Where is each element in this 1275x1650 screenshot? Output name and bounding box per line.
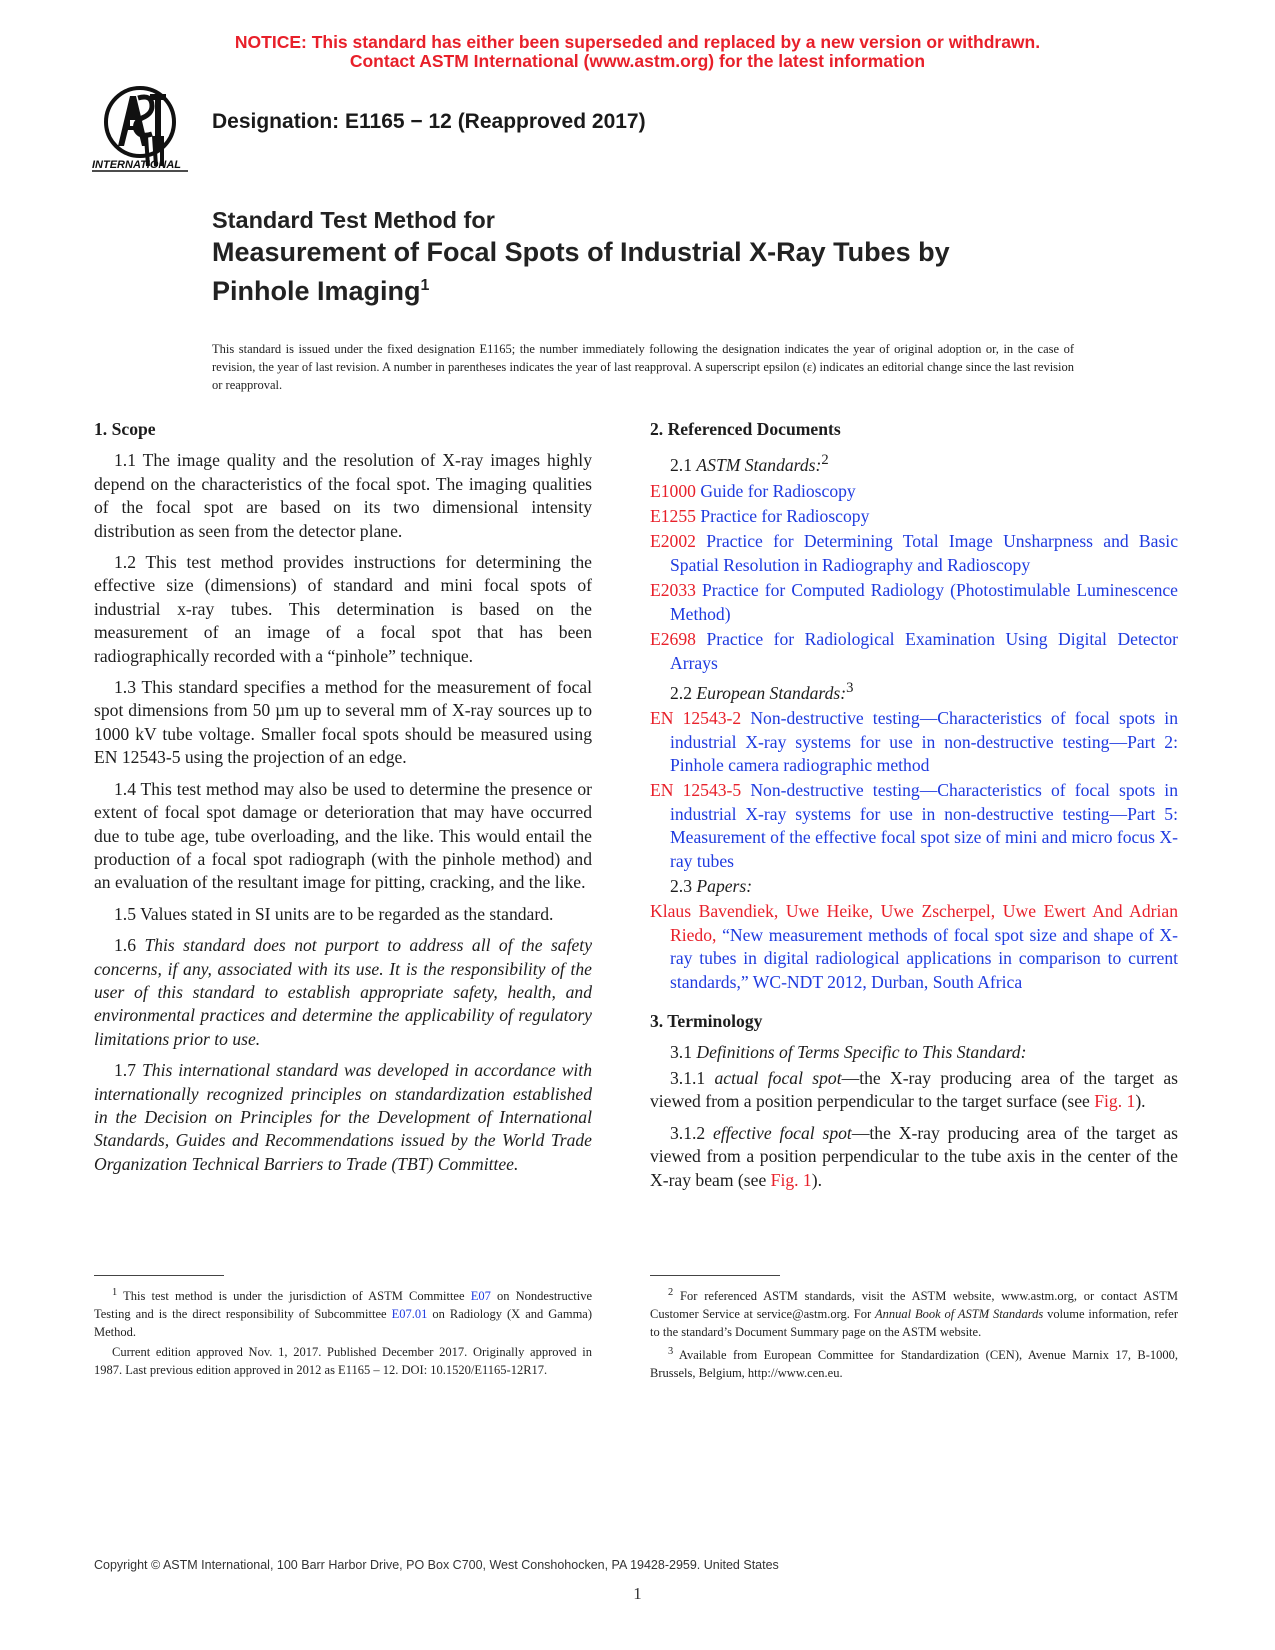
right-column	[650, 418, 1178, 1200]
designation: Designation: E1165 − 12 (Reapproved 2017)	[212, 110, 646, 133]
scope-1-3: 1.3 This standard specifies a method for the measurement of focal spot dimensions from 50 µm up to several mm of X-ray sources up to 1000 kV tube voltage. Smaller focal spots should be measured using EN 12543-5 using the projection of an edge.	[94, 677, 592, 768]
footnote-1-text-a: This test method is under the jurisdiction of ASTM Committee	[123, 1289, 465, 1304]
copyright: Copyright © ASTM International, 100 Barr Harbor Drive, PO Box C700, West Conshohocken, PA 19428-2959. United States	[94, 1558, 779, 1572]
footnote-1-mark: 1	[112, 1287, 118, 1298]
term-1-end: ).	[1135, 1091, 1146, 1112]
ref-en-12543-5[interactable]: EN 12543-5 Non-destructive testing—Characteristics of focal spots in industrial X-ray systems for use in non-destructive testing—Part 5: Measurement of the effective focal spot size of mini and micro focus X-ray tubes	[650, 780, 1178, 871]
term-1-name: actual focal spot	[714, 1067, 842, 1088]
definitions-label	[650, 1041, 1178, 1064]
withdrawal-notice-line1: NOTICE: This standard has either been superseded and replaced by a new version or withdrawn.	[234, 32, 1041, 52]
page-number: 1	[633, 1584, 642, 1603]
ref-paper[interactable]: Klaus Bavendiek, Uwe Heike, Uwe Zscherpel, Uwe Ewert And Adrian Riedo, “New measurement methods of focal spot size and shape of X-ray tubes in digital radiological applications in comparison to current standards,” WC-NDT 2012, Durban, South Africa	[650, 901, 1178, 992]
ref-e1000[interactable]: E1000 Guide for Radioscopy	[650, 480, 856, 501]
scope-1-6	[94, 934, 592, 1051]
term-2-name: effective focal spot	[713, 1122, 852, 1143]
terminology-heading: 3. Terminology	[650, 1011, 763, 1032]
scope-1-5: 1.5 Values stated in SI units are to be regarded as the standard.	[114, 903, 554, 924]
eu-label-text: European Standards:	[696, 682, 847, 703]
astm-footnote-mark: 2	[821, 452, 829, 469]
subcommittee-e0701-link[interactable]: E07.01	[391, 1307, 428, 1322]
footnotes-right	[650, 1284, 1178, 1384]
footnote-1-text-c: on Radiology (X and Gamma) Method.	[94, 1307, 593, 1340]
withdrawal-notice-line2: Contact ASTM International (www.astm.org) for the latest information	[349, 51, 926, 71]
scope-1-4: 1.4 This test method may also be used to determine the presence or extent of focal spot damage or deterioration that may have occurred due to tube age, tube overloading, and the like. This would entail the production of a focal spot radiograph (with the pinhole method) and an evaluation of the resultant image for pitting, cracking, and the like.	[94, 778, 592, 893]
footnote-2-text-b: volume information, refer to the standard’s Document Summary page on the ASTM website.	[650, 1307, 1178, 1340]
document-title	[212, 205, 1112, 308]
title-line1: Standard Test Method for	[212, 207, 495, 233]
term-2-end: ).	[811, 1169, 822, 1190]
footnote-1-edition: Current edition approved Nov. 1, 2017. Published December 2017. Originally approved in 1987. Last previous edition approved in 2012 as E1165 – 12. DOI: 10.1520/E1165-12R17.	[94, 1345, 592, 1378]
scope-1-6-number: 1.6	[114, 935, 136, 956]
footnote-3-text: Available from European Committee for Standardization (CEN), Avenue Marnix 17, B-1000, Brussels, Belgium, http://www.cen.eu.	[650, 1348, 1178, 1381]
scope-1-7-number: 1.7	[114, 1060, 136, 1081]
papers-label-text: Papers:	[696, 876, 753, 897]
papers-label	[650, 875, 1178, 898]
committee-e07-link[interactable]: E07	[470, 1289, 491, 1304]
definitions-number: 3.1	[670, 1042, 692, 1063]
term-2-text: —the X-ray producing area of the target as viewed from a position perpendicular to the tube axis in the center of the X-ray beam (see	[650, 1122, 1178, 1190]
scope-heading: 1. Scope	[94, 419, 156, 439]
astm-logo	[90, 80, 202, 180]
footnote-2-italic: Annual Book of ASTM Standards	[874, 1307, 1044, 1322]
papers-label-number: 2.3	[670, 876, 692, 897]
scope-1-1: 1.1 The image quality and the resolution of X-ray images highly depend on the characteristics of the focal spot. The imaging qualities of the focal spot are based on its two dimensional intensity distribution as seen from the detector plane.	[94, 450, 592, 541]
term-1-text: —the X-ray producing area of the target as viewed from a position perpendicular to the target surface (see	[650, 1067, 1178, 1112]
fig-1-link[interactable]: Fig. 1	[1094, 1091, 1136, 1112]
footnote-1-text-b: on Nondestructive Testing and is the direct responsibility of Subcommittee	[94, 1289, 592, 1322]
logo-text: INTERNATIONAL	[92, 159, 182, 171]
term-effective-focal-spot	[650, 1122, 1178, 1192]
footnote-2-mark: 2	[668, 1287, 674, 1298]
fig-1-link-2[interactable]: Fig. 1	[770, 1169, 812, 1190]
ref-e1255[interactable]: E1255 Practice for Radioscopy	[650, 506, 870, 527]
term-actual-focal-spot	[650, 1067, 1178, 1114]
astm-label-text: ASTM Standards:	[696, 455, 822, 476]
eu-footnote-mark: 3	[846, 679, 854, 696]
footnote-3-mark: 3	[668, 1346, 674, 1358]
title-line3: Pinhole Imaging	[212, 276, 421, 306]
referenced-heading: 2. Referenced Documents	[650, 419, 841, 439]
ref-e2698[interactable]: E2698 Practice for Radiological Examination Using Digital Detector Arrays	[650, 629, 1179, 673]
scope-1-2: 1.2 This test method provides instructions for determining the effective size (dimensions) of standard and mini focal spots of industrial x-ray tubes. This determination is based on the measurement of an image of a focal spot that has been radiographically recorded with a “pinhole” technique.	[94, 552, 592, 666]
left-column	[94, 418, 592, 1184]
ref-e2002[interactable]: E2002 Practice for Determining Total Image Unsharpness and Basic Spatial Resolution in Radiography and Radioscopy	[650, 531, 1179, 575]
definitions-text: Definitions of Terms Specific to This Standard:	[696, 1042, 1027, 1063]
scope-1-7	[94, 1059, 592, 1176]
scope-1-7-text: This international standard was developed in accordance with internationally recognized principles on standardization established in the Decision on Principles for the Development of International Standards, Guides and Recommendations issued by the World Trade Organization Technical Barriers to Trade (TBT) Committee.	[94, 1060, 592, 1174]
eu-label-number: 2.2	[670, 682, 692, 703]
astm-standards-label	[650, 449, 1178, 477]
title-footnote-mark: 1	[420, 277, 430, 294]
ref-e2033[interactable]: E2033 Practice for Computed Radiology (Photostimulable Luminescence Method)	[650, 580, 1178, 624]
footnotes-left	[94, 1284, 592, 1381]
scope-1-6-text: This standard does not purport to address all of the safety concerns, if any, associated with its use. It is the responsibility of the user of this standard to establish appropriate safety, health, and environmental practices and determine the applicability of regulatory limitations prior to use.	[94, 935, 592, 1049]
footnote-rule-left	[94, 1275, 224, 1276]
european-standards-label	[650, 677, 1178, 705]
term-1-number: 3.1.1	[670, 1067, 706, 1088]
footnote-rule-right	[650, 1275, 780, 1276]
title-line2: Measurement of Focal Spots of Industrial X-Ray Tubes by	[212, 237, 950, 267]
astm-label-number: 2.1	[670, 455, 692, 476]
term-2-number: 3.1.2	[670, 1122, 706, 1143]
footnote-2-text-a: For referenced ASTM standards, visit the ASTM website, www.astm.org, or contact ASTM Customer Service at service@astm.org. For	[650, 1289, 1178, 1322]
issued-note: This standard is issued under the fixed designation E1165; the number immediately following the designation indicates the year of original adoption or, in the case of revision, the year of last revision. A number in parentheses indicates the year of last reapproval. A superscript epsilon (ε) indicates an editorial change since the last revision or reapproval.	[212, 342, 1074, 392]
ref-en-12543-2[interactable]: EN 12543-2 Non-destructive testing—Characteristics of focal spots in industrial X-ray systems for use in non-destructive testing—Part 2: Pinhole camera radiographic method	[650, 708, 1178, 775]
